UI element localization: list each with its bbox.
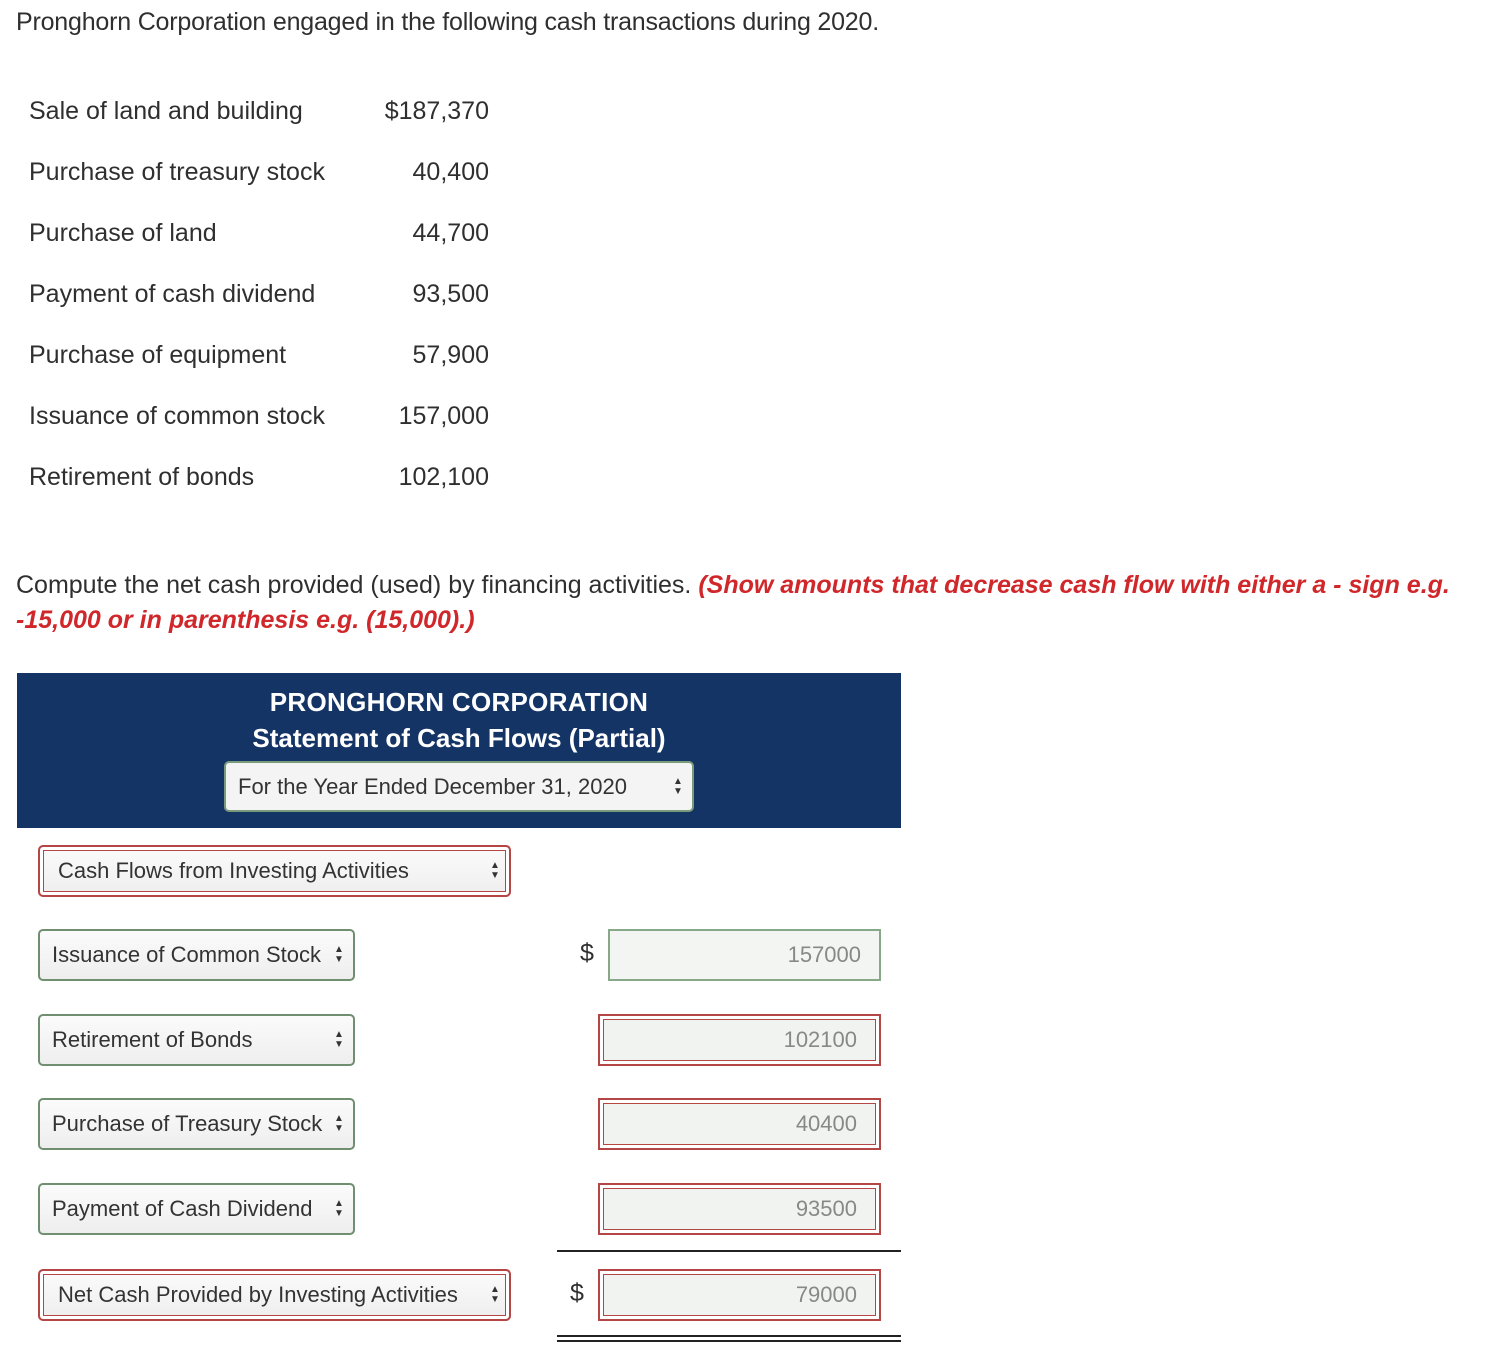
transaction-amount: $187,370: [384, 97, 489, 125]
instruction-main: Compute the net cash provided (used) by financing activities.: [16, 571, 699, 599]
transaction-label: Retirement of bonds: [29, 463, 255, 491]
transaction-row: [29, 325, 489, 386]
total-double-rule-bottom: [557, 1340, 901, 1342]
updown-arrows-icon: ▲ ▼: [490, 1284, 500, 1305]
transaction-amount: 102,100: [398, 463, 489, 491]
total-amount-input[interactable]: 79000: [598, 1269, 881, 1321]
statement-title: Statement of Cash Flows (Partial): [252, 723, 666, 753]
amount-input[interactable]: 157000: [608, 929, 881, 981]
problem-intro: Pronghorn Corporation engaged in the following cash transactions during 2020.: [16, 8, 879, 36]
transaction-row: [29, 142, 489, 203]
line-item-select[interactable]: [38, 929, 355, 981]
transaction-row: [29, 203, 489, 264]
transaction-label: Purchase of equipment: [29, 341, 287, 369]
updown-arrows-icon: ▲ ▼: [334, 1198, 344, 1219]
transaction-amount: 40,400: [412, 158, 489, 186]
line-item-select-value: Payment of Cash Dividend: [52, 1196, 313, 1221]
transactions-table: [29, 81, 489, 508]
subtotal-rule: [557, 1250, 901, 1252]
amount-input[interactable]: 40400: [598, 1098, 881, 1150]
transaction-label: Purchase of land: [29, 219, 217, 247]
transaction-row: [29, 264, 489, 325]
transaction-row: [29, 447, 489, 508]
period-select-value: For the Year Ended December 31, 2020: [238, 773, 627, 799]
transaction-amount: 44,700: [412, 219, 489, 247]
updown-arrows-icon: ▲ ▼: [490, 860, 500, 881]
transaction-label: Issuance of common stock: [29, 402, 325, 430]
section-select[interactable]: [38, 845, 511, 897]
transaction-amount: 157,000: [398, 402, 489, 430]
line-item-select-value: Issuance of Common Stock: [52, 942, 322, 967]
transaction-label: Purchase of treasury stock: [29, 158, 325, 186]
transaction-label: Payment of cash dividend: [29, 280, 316, 308]
transaction-label: Sale of land and building: [29, 97, 303, 125]
section-select-value: Cash Flows from Investing Activities: [58, 858, 409, 883]
total-select[interactable]: [38, 1269, 511, 1321]
instruction-hint: (Show amounts that decrease cash flow with either a - sign e.g. -15,000 or in parenthesis e.g. (15,000).): [16, 571, 1450, 634]
dollar-sign: $: [570, 1279, 584, 1307]
dollar-sign: $: [580, 939, 594, 967]
line-item-select[interactable]: [38, 1183, 355, 1235]
amount-input[interactable]: 93500: [598, 1183, 881, 1235]
period-select[interactable]: [224, 761, 694, 812]
updown-arrows-icon: ▲ ▼: [334, 1029, 344, 1050]
line-item-select-value: Retirement of Bonds: [52, 1027, 253, 1052]
total-select-value: Net Cash Provided by Investing Activities: [58, 1282, 458, 1307]
updown-arrows-icon: ▲ ▼: [334, 944, 344, 965]
transaction-row: [29, 386, 489, 447]
updown-arrows-icon: ▲ ▼: [673, 775, 683, 797]
line-item-select[interactable]: [38, 1098, 355, 1150]
line-item-select-value: Purchase of Treasury Stock: [52, 1111, 323, 1136]
transaction-row: [29, 81, 489, 142]
transaction-amount: 93,500: [412, 280, 489, 308]
updown-arrows-icon: ▲ ▼: [334, 1113, 344, 1134]
company-name: PRONGHORN CORPORATION: [269, 687, 649, 717]
instruction-text: [16, 568, 1466, 638]
line-item-select[interactable]: [38, 1014, 355, 1066]
amount-input[interactable]: 102100: [598, 1014, 881, 1066]
transaction-amount: 57,900: [412, 341, 489, 369]
total-double-rule-top: [557, 1335, 901, 1337]
